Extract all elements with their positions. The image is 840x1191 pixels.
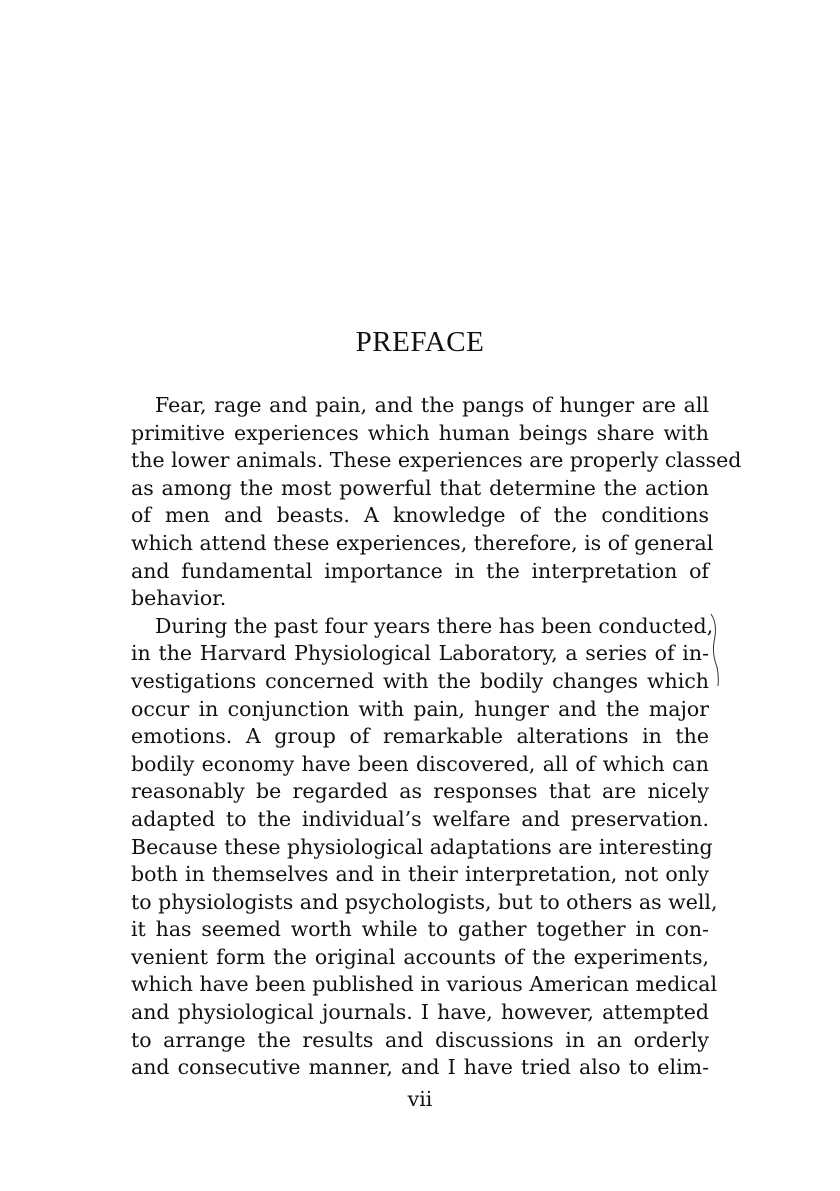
text-line: adapted to the individual’s welfare and preservation. — [131, 806, 709, 831]
text-line: the lower animals. These experiences are properly classed — [131, 448, 742, 473]
text-line: primitive experiences which human beings share with — [131, 420, 709, 445]
text-line: vestigations concerned with the bodily changes which — [131, 668, 709, 693]
page-title: PREFACE — [355, 326, 485, 358]
text-line: reasonably be regarded as responses that are nicely — [131, 779, 709, 804]
text-line: and fundamental importance in the interpretation of — [131, 558, 709, 583]
text-line: to arrange the results and discussions in an orderly — [131, 1027, 709, 1052]
text-line: Because these physiological adaptations are interesting — [131, 834, 713, 859]
text-line: venient form the original accounts of the experiments, — [131, 944, 709, 969]
text-line: it has seemed worth while to gather together in con- — [131, 917, 709, 942]
paragraph — [131, 613, 718, 1082]
text-line: as among the most powerful that determine the action — [131, 475, 709, 500]
text-line: which attend these experiences, therefore, is of general — [131, 530, 714, 555]
text-line: emotions. A group of remarkable alterations in the — [131, 724, 709, 749]
text-line: of men and beasts. A knowledge of the conditions — [131, 503, 709, 528]
text-line: and consecutive manner, and I have tried also to elim- — [131, 1055, 709, 1080]
page-number: vii — [407, 1087, 433, 1111]
text-line: and physiological journals. I have, however, attempted — [131, 1000, 709, 1025]
text-line: which have been published in various American medical — [131, 972, 718, 997]
text-line: Fear, rage and pain, and the pangs of hunger are all — [155, 393, 709, 417]
text-line: During the past four years there has been conducted, — [155, 613, 714, 638]
margin-pencil-mark — [709, 612, 723, 688]
paragraph — [131, 392, 742, 613]
text-line: in the Harvard Physiological Laboratory, a series of in- — [131, 641, 709, 666]
text-line: to physiologists and psychologists, but to others as well, — [131, 889, 718, 914]
preface-body — [131, 392, 742, 1082]
text-line: both in themselves and in their interpretation, not only — [131, 862, 709, 887]
text-line: bodily economy have been discovered, all of which can — [131, 751, 709, 776]
text-line: behavior. — [131, 586, 227, 611]
text-line: occur in conjunction with pain, hunger and the major — [131, 696, 709, 721]
